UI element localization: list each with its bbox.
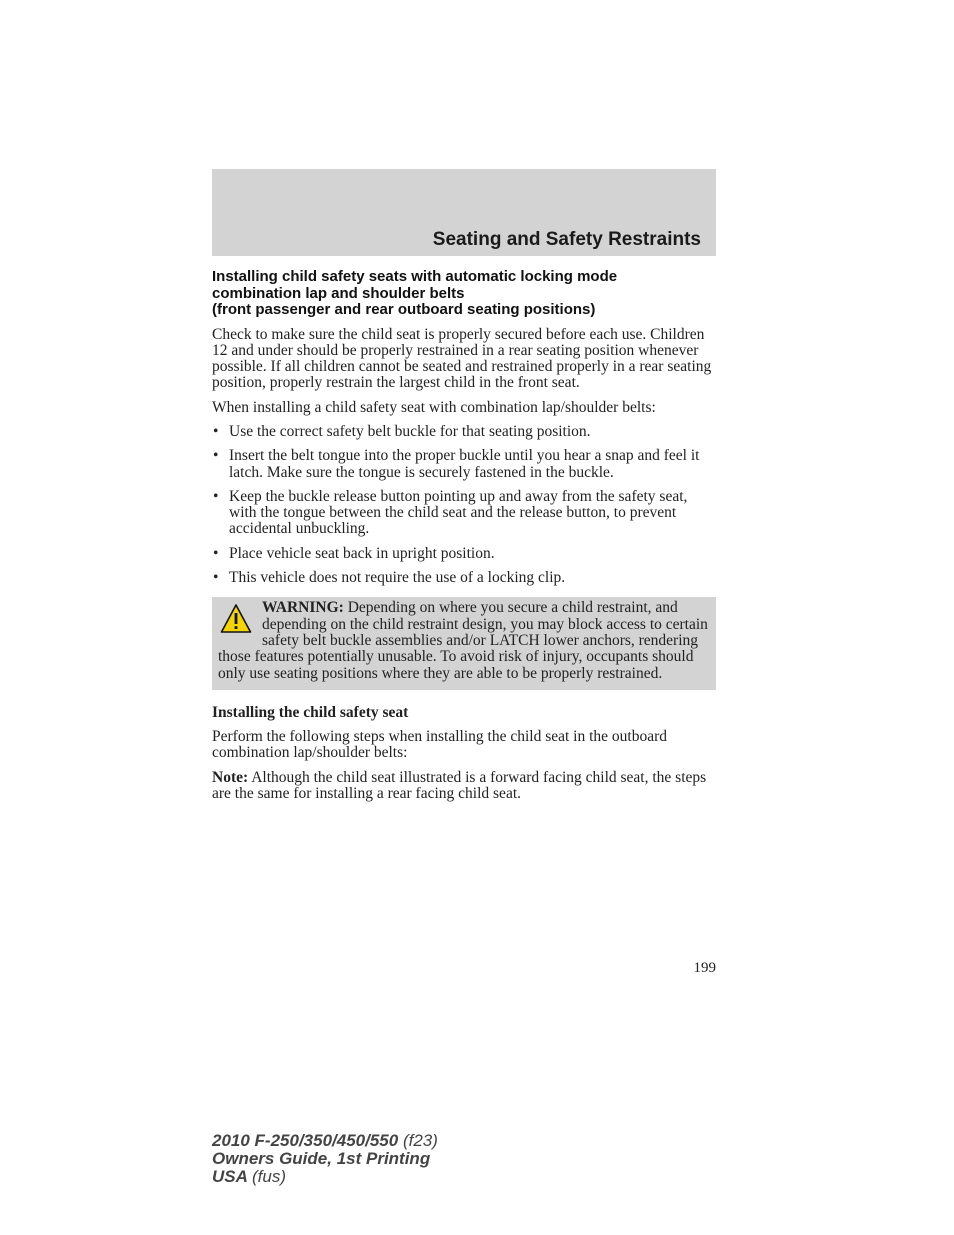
topic-heading-line-1: Installing child safety seats with automatic locking mode xyxy=(212,268,618,285)
instruction-list xyxy=(212,424,716,586)
warning-label: WARNING: xyxy=(262,599,344,617)
footer-line-2: Owners Guide, 1st Printing xyxy=(212,1149,431,1168)
footer-market-code: (fus) xyxy=(252,1167,286,1186)
topic-heading xyxy=(212,269,716,319)
note-text: Although the child seat illustrated is a forward facing child seat, the steps are the same for installing a rear facing child seat. xyxy=(212,768,707,803)
warning-box xyxy=(212,597,716,689)
warning-triangle-icon xyxy=(220,603,252,635)
subsection-heading: Installing the child safety seat xyxy=(212,703,409,721)
footer-line-1 xyxy=(212,1132,438,1150)
list-item: • Place vehicle seat back in upright position. xyxy=(213,544,495,562)
intro-paragraph: Check to make sure the child seat is properly secured before each use. Children 12 and under should be properly restrained in a rear seating position whenever possible. If all children cannot be seated and restrained properly in a rear seating position, properly restrain the largest child in the front seat. xyxy=(212,325,712,392)
footer-line-3 xyxy=(212,1168,438,1186)
bullet-icon: • xyxy=(213,422,219,440)
footer-model-code: (f23) xyxy=(402,1131,438,1150)
topic-heading-line-3: (front passenger and rear outboard seating positions) xyxy=(212,301,596,318)
steps-intro-paragraph: Perform the following steps when installing the child seat in the outboard combination lap/shoulder belts: xyxy=(212,728,668,762)
list-item: • Insert the belt tongue into the proper buckle until you hear a snap and feel it latch. Make sure the tongue is securely fastened in the buckle. xyxy=(213,447,700,481)
install-lead-paragraph: When installing a child safety seat with combination lap/shoulder belts: xyxy=(212,398,656,416)
section-header-band xyxy=(212,169,716,256)
list-item: • Use the correct safety belt buckle for that seating position. xyxy=(213,422,591,440)
list-item: • Keep the buckle release button pointing up and away from the safety seat, with the tongue between the child seat and the release button, to prevent accidental unbuckling. xyxy=(213,487,688,538)
note-paragraph xyxy=(212,770,716,803)
page-number: 199 xyxy=(693,960,716,976)
bullet-icon: • xyxy=(213,544,219,562)
document-footer xyxy=(212,1132,438,1186)
bullet-icon: • xyxy=(213,487,219,505)
note-label: Note: xyxy=(212,768,249,786)
page-content xyxy=(212,269,716,810)
bullet-icon: • xyxy=(213,447,219,465)
warning-text: Depending on where you secure a child restraint, and depending on the child restraint design, you may block access to certain safety belt buckle assemblies and/or LATCH lower anchors, rendering those features potentially unusable. To avoid risk of injury, occupants should only use seating positions where they are able to be properly restrained. xyxy=(218,599,708,682)
bullet-icon: • xyxy=(213,569,219,587)
section-title: Seating and Safety Restraints xyxy=(432,229,701,250)
list-item: • This vehicle does not require the use of a locking clip. xyxy=(213,569,566,587)
topic-heading-line-2: combination lap and shoulder belts xyxy=(212,284,465,302)
footer-model: 2010 F-250/350/450/550 xyxy=(212,1131,399,1150)
footer-market: USA xyxy=(212,1167,248,1186)
